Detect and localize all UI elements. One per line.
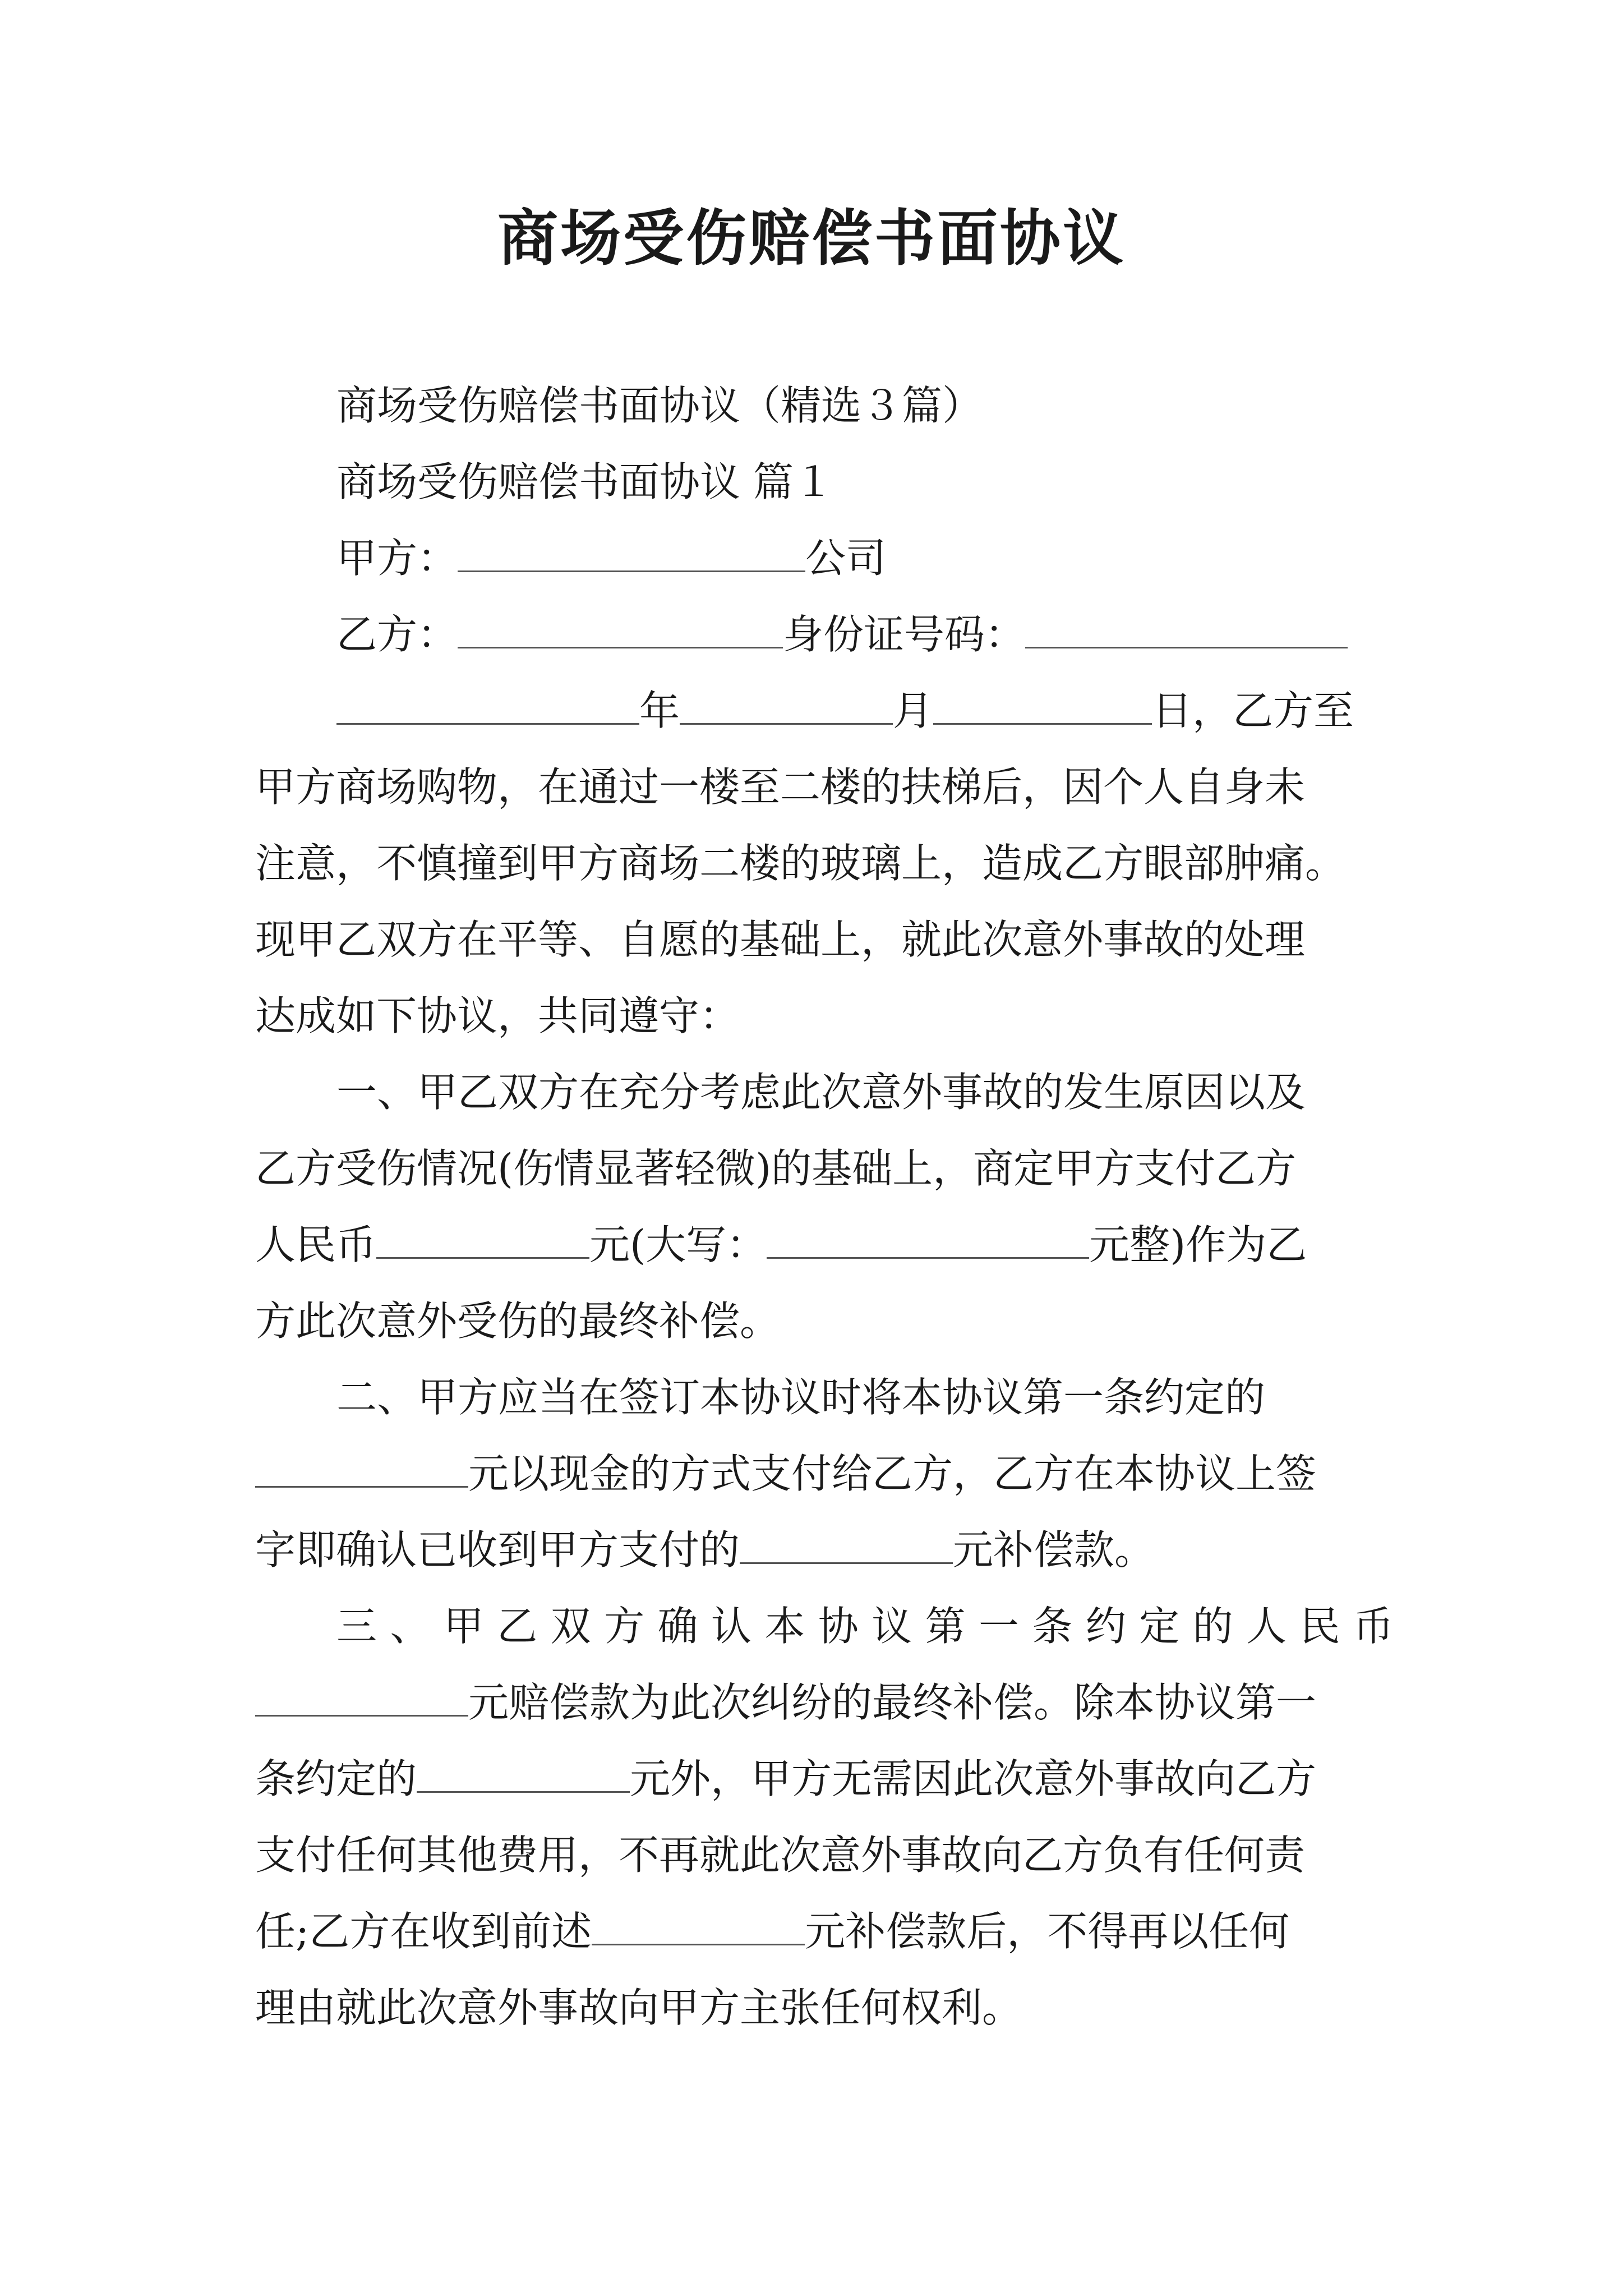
clause-3-text: 元补偿款后，不得再以任何 (805, 1908, 1290, 1955)
party-b-id-label: 身份证号码： (783, 611, 1026, 658)
section-heading: 商场受伤赔偿书面协议 篇１ (336, 458, 834, 505)
party-b-id-blank (1025, 613, 1348, 648)
document-body (255, 367, 1394, 2046)
day-blank (933, 689, 1152, 725)
clause-3-line: 三、甲乙双方确认本协议第一条约定的人民币 (336, 1603, 1394, 1650)
date-line (255, 673, 1394, 749)
amount-blank (376, 1223, 589, 1259)
clause-3-text: 元外，甲方无需因此次意外事故向乙方 (630, 1755, 1317, 1802)
clause-1-text: 人民币 (255, 1221, 377, 1268)
clause-1-amount-line (255, 1207, 1394, 1283)
intro-line: 达成如下协议，共同遵守： (255, 992, 740, 1039)
clause-3-amount-line (255, 1893, 1394, 1970)
intro-line: 注意，不慎撞到甲方商场二楼的玻璃上，造成乙方眼部肿痛。 (255, 840, 1346, 887)
document-title: 商场受伤赔偿书面协议 (497, 203, 1126, 274)
clause-3-amount-line (255, 1664, 1394, 1741)
clause-3-line: 支付任何其他费用，不再就此次意外事故向乙方负有任何责 (255, 1832, 1306, 1879)
party-a-line (255, 520, 1394, 596)
party-b-label: 乙方： (336, 611, 458, 658)
party-a-blank (458, 537, 805, 572)
day-suffix: 日，乙方至 (1152, 687, 1354, 734)
clause-2-line: 二、甲方应当在签订本协议时将本协议第一条约定的 (336, 1374, 1266, 1421)
clause-1-line: 方此次意外受伤的最终补偿。 (255, 1297, 781, 1345)
amount-blank (255, 1681, 468, 1717)
month-label: 月 (893, 687, 934, 734)
clause-3-line: 理由就此次意外事故向甲方主张任何权利。 (255, 1984, 1023, 2031)
subtitle: 商场受伤赔偿书面协议（精选３篇） (336, 382, 983, 429)
clause-1-line: 一、甲乙双方在充分考虑此次意外事故的发生原因以及 (336, 1069, 1306, 1116)
party-a-suffix: 公司 (805, 535, 887, 582)
intro-line: 现甲乙双方在平等、自愿的基础上，就此次意外事故的处理 (255, 916, 1306, 963)
clause-2-text: 元以现金的方式支付给乙方，乙方在本协议上签 (468, 1450, 1317, 1497)
year-label: 年 (639, 687, 680, 734)
clause-3-text: 任;乙方在收到前述 (255, 1908, 592, 1955)
clause-2-amount-line (255, 1435, 1394, 1512)
clause-3-amount-line (255, 1741, 1394, 1817)
amount-blank (740, 1529, 953, 1564)
clause-3-text: 元赔偿款为此次纠纷的最终补偿。除本协议第一 (468, 1679, 1317, 1726)
clause-1-text: 元整)作为乙 (1089, 1221, 1307, 1268)
clause-1-line: 乙方受伤情况(伤情显著轻微)的基础上，商定甲方支付乙方 (255, 1145, 1297, 1192)
clause-2-text: 字即确认已收到甲方支付的 (255, 1526, 740, 1573)
intro-line: 甲方商场购物，在通过一楼至二楼的扶梯后，因个人自身未 (255, 763, 1306, 811)
clause-1-text: 元(大写： (589, 1221, 767, 1268)
party-b-name-blank (458, 613, 783, 648)
party-a-label: 甲方： (336, 535, 458, 582)
clause-2-amount-line (255, 1512, 1394, 1588)
month-blank (680, 689, 893, 725)
year-blank (336, 689, 639, 725)
clause-3-text: 条约定的 (255, 1755, 417, 1802)
amount-blank (417, 1757, 630, 1793)
party-b-line (255, 596, 1394, 673)
clause-2-text: 元补偿款。 (953, 1526, 1155, 1573)
amount-words-blank (767, 1223, 1089, 1259)
amount-blank (255, 1452, 468, 1488)
amount-blank (592, 1910, 805, 1945)
